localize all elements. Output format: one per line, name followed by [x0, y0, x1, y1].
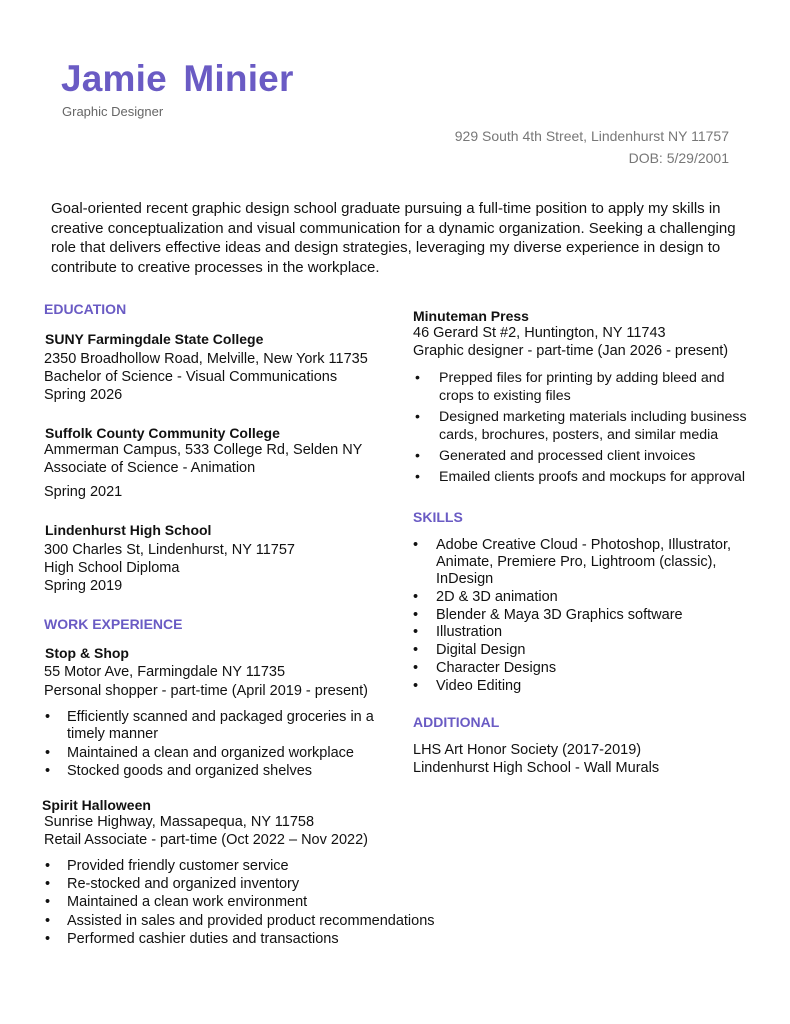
job-title: Graphic Designer: [62, 104, 164, 119]
additional-item: LHS Art Honor Society (2017-2019): [413, 742, 642, 758]
list-item: • Digital Design: [413, 642, 758, 659]
date-of-birth: DOB: 5/29/2001: [628, 150, 729, 166]
employer-name: Stop & Shop: [45, 645, 129, 661]
list-item: • Re-stocked and organized inventory: [45, 875, 485, 893]
list-item: • Blender & Maya 3D Graphics software: [413, 607, 758, 624]
school-degree: Associate of Science - Animation: [44, 460, 256, 476]
list-item: • Illustration: [413, 624, 758, 641]
employer-role: Retail Associate - part-time (Oct 2022 – Nov 2022): [44, 832, 368, 848]
school-degree: Bachelor of Science - Visual Communications: [44, 369, 338, 385]
education-heading: EDUCATION: [44, 301, 127, 317]
list-item: • Maintained a clean work environment: [45, 893, 485, 911]
employer-address: 46 Gerard St #2, Huntington, NY 11743: [413, 325, 666, 341]
list-item: • 2D & 3D animation: [413, 589, 758, 606]
school-date: Spring 2021: [44, 484, 123, 500]
list-item: • Designed marketing materials including business cards, brochures, posters, and similar media: [415, 408, 760, 444]
summary-paragraph: Goal-oriented recent graphic design school graduate pursuing a full-time position to apply my skills in creative conceptualization and visual communication for a dynamic organization. Seeking a challenging role that delivers effective ideas and design strategies, leveraging my diverse experience in design to contribute to creative processes in the workplace.: [51, 200, 736, 276]
employer-address: 55 Motor Ave, Farmingdale NY 11735: [44, 664, 286, 680]
additional-heading: ADDITIONAL: [413, 714, 500, 730]
employer-role: Graphic designer - part-time (Jan 2026 - present): [413, 343, 729, 359]
job-duties-list: [45, 709, 390, 782]
list-item: • Provided friendly customer service: [45, 857, 485, 875]
job-duties-list: [45, 857, 485, 948]
school-name: Suffolk County Community College: [45, 425, 280, 441]
list-item: • Assisted in sales and provided product recommendations: [45, 912, 485, 930]
list-item: • Prepped files for printing by adding bleed and crops to existing files: [415, 369, 760, 405]
school-address: 300 Charles St, Lindenhurst, NY 11757: [44, 542, 295, 558]
employer-name: Minuteman Press: [413, 308, 529, 324]
work-experience-heading: WORK EXPERIENCE: [44, 616, 183, 632]
list-item: • Adobe Creative Cloud - Photoshop, Illustrator, Animate, Premiere Pro, Lightroom (classic), InDesign: [413, 537, 758, 588]
list-item: • Maintained a clean and organized workplace: [45, 745, 390, 762]
employer-address: Sunrise Highway, Massapequa, NY 11758: [44, 814, 315, 830]
employer-role: Personal shopper - part-time (April 2019 - present): [44, 683, 368, 699]
contact-address: 929 South 4th Street, Lindenhurst NY 11757: [454, 128, 729, 144]
list-item: • Generated and processed client invoices: [415, 447, 760, 465]
employer-name: Spirit Halloween: [42, 797, 151, 813]
list-item: • Video Editing: [413, 678, 758, 695]
school-date: Spring 2026: [44, 387, 123, 403]
resume-name: Jamie Minier: [61, 58, 294, 99]
list-item: • Character Designs: [413, 660, 758, 677]
additional-item: Lindenhurst High School - Wall Murals: [413, 760, 660, 776]
school-name: Lindenhurst High School: [45, 522, 212, 538]
list-item: • Stocked goods and organized shelves: [45, 763, 390, 780]
school-date: Spring 2019: [44, 578, 123, 594]
school-name: SUNY Farmingdale State College: [45, 331, 264, 347]
school-degree: High School Diploma: [44, 560, 180, 576]
list-item: • Efficiently scanned and packaged groceries in a timely manner: [45, 709, 390, 743]
job-duties-list: [415, 369, 760, 488]
skills-heading: SKILLS: [413, 509, 463, 525]
list-item: • Performed cashier duties and transactions: [45, 930, 485, 948]
list-item: • Emailed clients proofs and mockups for approval: [415, 468, 760, 486]
skills-list: [413, 537, 758, 696]
school-address: Ammerman Campus, 533 College Rd, Selden NY: [44, 442, 363, 458]
school-address: 2350 Broadhollow Road, Melville, New York 11735: [44, 351, 368, 367]
